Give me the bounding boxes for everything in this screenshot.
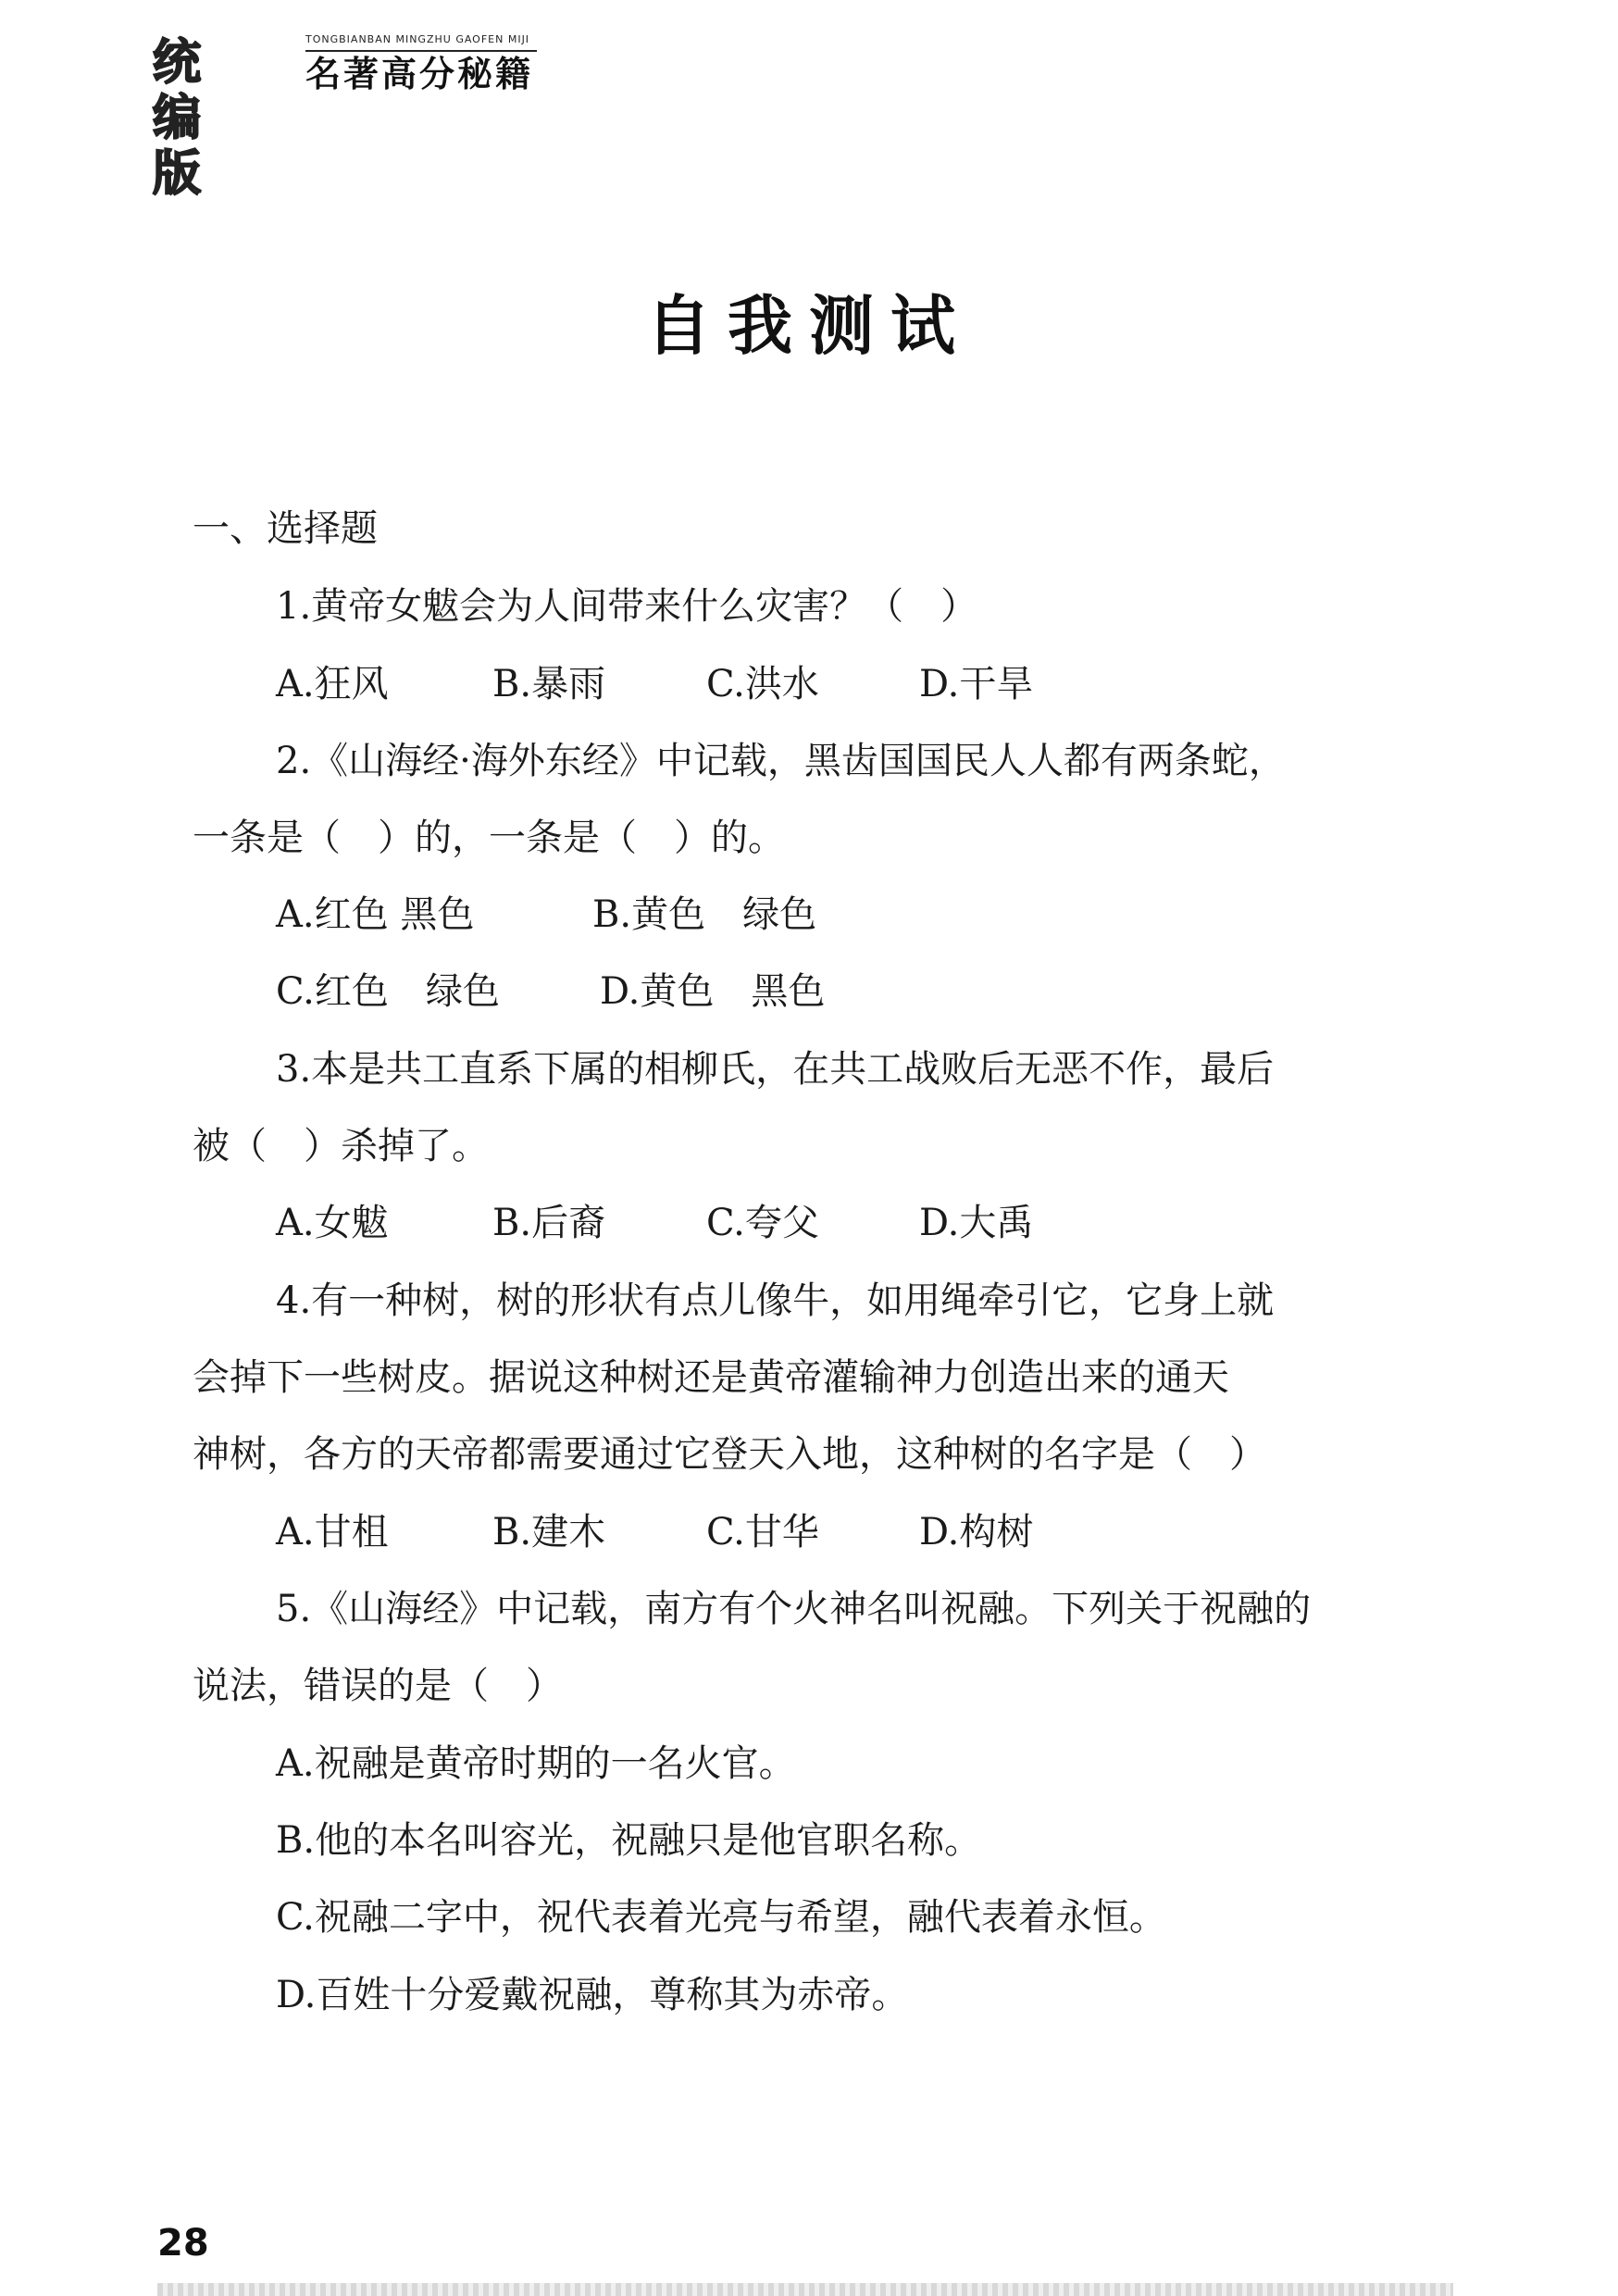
question-3-option-a: A.女魃	[276, 1202, 389, 1244]
question-1-option-d: D.干旱	[919, 663, 1034, 705]
question-4-option-c: C.甘华	[706, 1511, 819, 1554]
question-4-stem-line-1: 4.有一种树，树的形状有点儿像牛，如用绳牵引它，它身上就	[276, 1279, 1275, 1322]
question-4-option-a: A.甘柤	[276, 1511, 389, 1554]
brand-logo: 统编版	[153, 35, 200, 202]
page-number: 28	[157, 2222, 209, 2265]
question-2-option-a: A.红色 黑色	[276, 893, 475, 936]
question-4-option-d: D.构树	[919, 1511, 1034, 1554]
question-3-stem-line-1: 3.本是共工直系下属的相柳氏，在共工战败后无恶不作，最后	[276, 1048, 1275, 1091]
question-5-option-d: D.百姓十分爱戴祝融，尊称其为赤帝。	[276, 1974, 909, 2016]
question-2-stem-line-2: 一条是（ ）的，一条是（ ）的。	[193, 817, 785, 859]
question-1-option-b: B.暴雨	[492, 663, 606, 705]
question-5-stem-line-2: 说法，错误的是（ ）	[193, 1665, 563, 1707]
question-4-stem-line-2: 会掉下一些树皮。据说这种树还是黄帝灌输神力创造出来的通天	[193, 1356, 1229, 1399]
question-2-stem-line-1: 2.《山海经·海外东经》中记载，黑齿国国民人人都有两条蛇，	[276, 740, 1286, 782]
question-2-option-c: C.红色 绿色	[276, 970, 500, 1013]
question-3-option-c: C.夸父	[706, 1202, 819, 1244]
scan-edge-band	[157, 2283, 1453, 2296]
question-4-stem-line-3: 神树，各方的天帝都需要通过它登天入地，这种树的名字是（ ）	[193, 1433, 1266, 1476]
question-1-option-c: C.洪水	[706, 663, 819, 705]
brand-pinyin: TONGBIANBAN MINGZHU GAOFEN MIJI	[305, 33, 530, 45]
brand-divider	[305, 50, 537, 52]
question-2-option-d: D.黄色 黑色	[600, 970, 826, 1013]
question-5-option-c: C.祝融二字中，祝代表着光亮与希望，融代表着永恒。	[276, 1896, 1166, 1939]
question-2-option-b: B.黄色 绿色	[592, 893, 817, 936]
question-3-stem-line-2: 被（ ）杀掉了。	[193, 1125, 489, 1167]
question-5-option-b: B.他的本名叫容光，祝融只是他官职名称。	[276, 1819, 982, 1862]
section-heading: 一、选择题	[193, 507, 378, 550]
question-5-option-a: A.祝融是黄帝时期的一名火官。	[276, 1742, 796, 1785]
page-title: 自我测试	[646, 287, 972, 364]
brand-title: 名著高分秘籍	[305, 54, 534, 94]
question-3-option-b: B.后裔	[492, 1202, 606, 1244]
question-3-option-d: D.大禹	[919, 1202, 1034, 1244]
question-1-option-a: A.狂风	[276, 663, 389, 705]
question-4-option-b: B.建木	[492, 1511, 606, 1554]
question-5-stem-line-1: 5.《山海经》中记载，南方有个火神名叫祝融。下列关于祝融的	[276, 1588, 1312, 1630]
question-1-stem: 1.黄帝女魃会为人间带来什么灾害？（ ）	[276, 585, 978, 628]
